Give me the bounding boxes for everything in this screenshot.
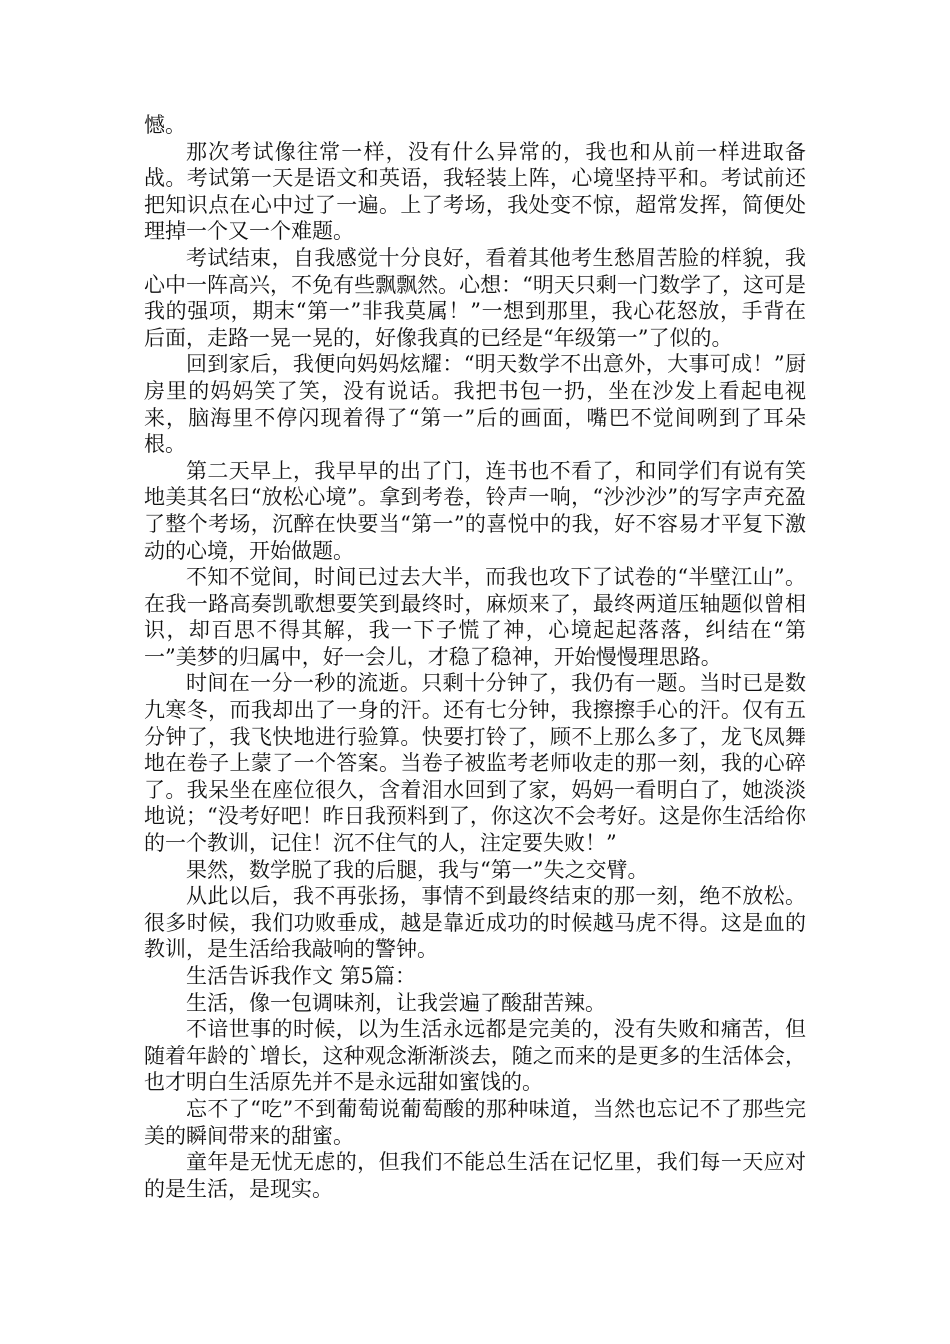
paragraph-continuation: 憾。 — [144, 113, 186, 137]
section-heading: 生活告诉我作文 第5篇： — [186, 964, 417, 988]
document-page — [144, 112, 806, 1202]
paragraph: 时间在一分一秒的流逝。只剩十分钟了，我仍有一题。当时已是数九寒冬，而我却出了一身的汗。还有七分钟，我擦擦手心的汗。仅有五分钟了，我飞快地进行验算。快要打铃了，顾不上那么多了，龙飞凤舞地在卷子上蒙了一个答案。当卷子被监考老师收走的那一刻，我的心碎了。我呆坐在座位很久，含着泪水回到了家，妈妈一看明白了，她淡淡地说；“没考好吧！昨日我预料到了，你这次不会考好。这是你生活给你的一个教训，记住！沉不住气的人，注定要失败！” — [144, 671, 806, 856]
paragraph: 不知不觉间，时间已过去大半，而我也攻下了试卷的“半壁江山”。在我一路高奏凯歌想要笑到最终时，麻烦来了，最终两道压轴题似曾相识，却百思不得其解，我一下子慌了神，心境起起落落，纠结在“第一”美梦的归属中，好一会儿，才稳了稳神，开始慢慢理思路。 — [144, 565, 806, 669]
paragraph: 考试结束，自我感觉十分良好，看着其他考生愁眉苦脸的样貌，我心中一阵高兴，不免有些飘飘然。心想：“明天只剩一门数学了，这可是我的强项，期末“第一”非我莫属！”一想到那里，我心花怒放，手背在后面，走路一晃一晃的，好像我真的已经是“年级第一”了似的。 — [144, 245, 806, 350]
paragraph: 不谙世事的时候，以为生活永远都是完美的，没有失败和痛苦，但随着年龄的`增长，这种观念渐渐淡去，随之而来的是更多的生活体会，也才明白生活原先并不是永远甜如蜜饯的。 — [144, 1017, 806, 1095]
paragraph: 忘不了“吃”不到葡萄说葡萄酸的那种味道，当然也忘记不了那些完美的瞬间带来的甜蜜。 — [144, 1096, 806, 1148]
paragraph: 那次考试像往常一样，没有什么异常的，我也和从前一样进取备战。考试第一天是语文和英语，我轻装上阵，心境坚持平和。考试前还把知识点在心中过了一遍。上了考场，我处变不惊，超常发挥，简便处理掉一个又一个难题。 — [144, 139, 806, 244]
paragraph: 生活，像一包调味剂，让我尝遍了酸甜苦辣。 — [186, 990, 606, 1015]
paragraph: 回到家后，我便向妈妈炫耀：“明天数学不出意外，大事可成！”厨房里的妈妈笑了笑，没有说话。我把书包一扔，坐在沙发上看起电视来，脑海里不停闪现着得了“第一”后的画面，嘴巴不觉间咧到了耳朵根。 — [144, 352, 806, 457]
paragraph: 果然，数学脱了我的后腿，我与“第一”失之交臂。 — [186, 857, 649, 882]
paragraph: 从此以后，我不再张扬，事情不到最终结束的那一刻，绝不放松。很多时候，我们功败垂成，越是靠近成功的时候越马虎不得。这是血的教训，是生活给我敲响的警钟。 — [144, 884, 806, 962]
paragraph: 第二天早上，我早早的出了门，连书也不看了，和同学们有说有笑地美其名曰“放松心境”。拿到考卷，铃声一响，“沙沙沙”的写字声充盈了整个考场，沉醉在快要当“第一”的喜悦中的我，好不容易才平复下激动的心境，开始做题。 — [144, 458, 806, 563]
paragraph: 童年是无忧无虑的，但我们不能总生活在记忆里，我们每一天应对的是生活，是现实。 — [144, 1150, 806, 1201]
